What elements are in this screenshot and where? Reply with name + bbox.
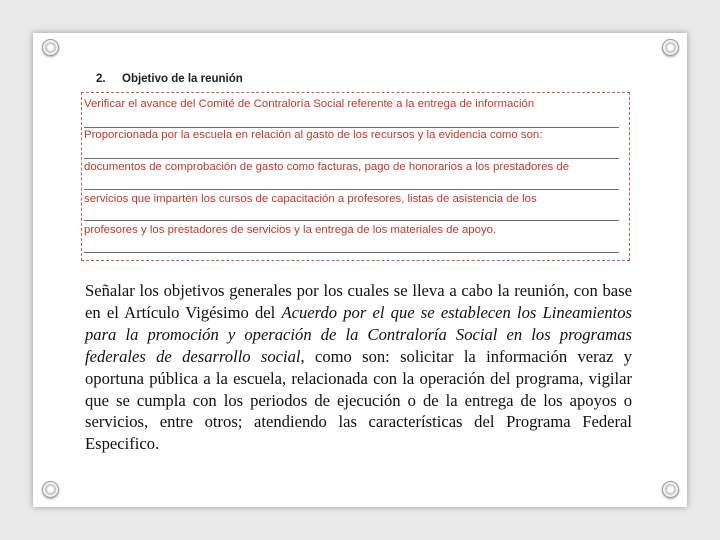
rule-line — [84, 189, 619, 190]
pin-icon — [662, 481, 679, 498]
rule-line — [84, 220, 619, 221]
paragraph-part3: , como son: solicitar la información veraz y oportuna pública a la escuela, relacionada con la operación del programa, vigilar que se cumpla con los periodos de ejecución o de la entrega de los apoyos o servicios, entre otros; atendiendo las características del Programa Federal Especifico. — [85, 346, 632, 454]
rule-line — [84, 252, 619, 253]
form-line: Verificar el avance del Comité de Contraloría Social referente a la entrega de información — [84, 98, 535, 110]
description-paragraph — [85, 280, 632, 455]
heading-title: Objetivo de la reunión — [122, 73, 243, 85]
form-excerpt — [78, 70, 634, 264]
rule-line — [84, 158, 619, 159]
form-line: profesores y los prestadores de servicios y la entrega de los materiales de apoyo. — [84, 224, 497, 236]
paragraph-part1: Señalar los objetivos generales por los cuales se lleva a cabo la reunión, con base en el Artículo Vigésimo del — [85, 281, 632, 322]
paragraph-italic-title: Acuerdo por el que se establecen los Lineamientos para la promoción y operación de la Contraloría Social en los programas federales de desarrollo social — [85, 302, 633, 366]
form-line: Proporcionada por la escuela en relación al gasto de los recursos y la evidencia como son: — [84, 129, 543, 141]
pin-icon — [42, 39, 59, 56]
pin-icon — [42, 481, 59, 498]
form-line: servicios que imparten los cursos de capacitación a profesores, listas de asistencia de los — [84, 193, 537, 205]
heading-number: 2. — [96, 73, 106, 85]
pin-icon — [662, 39, 679, 56]
form-heading — [96, 73, 243, 85]
form-line: documentos de comprobación de gasto como facturas, pago de honorarios a los prestadores de — [84, 161, 570, 173]
